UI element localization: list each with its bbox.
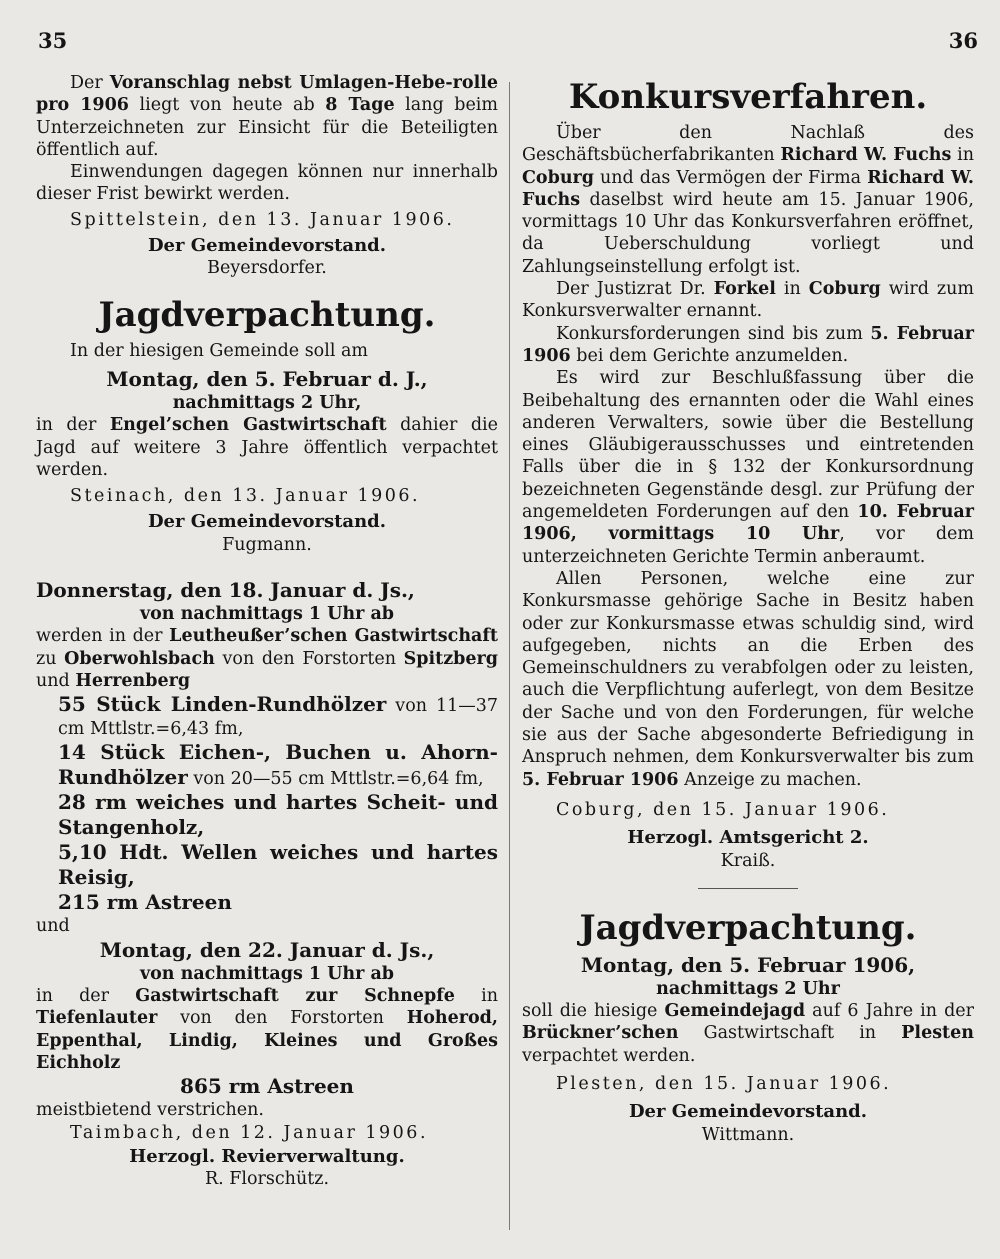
signature-title: Der Gemeindevorstand.: [147, 511, 387, 533]
lot-item: 28 rm weiches und hartes Scheit- und Stangenholz,: [58, 790, 498, 840]
lot-item: 5,10 Hdt. Wellen weiches und hartes Reisig,: [58, 840, 498, 890]
lot-item: 14 Stück Eichen-, Buchen u. Ahorn-Rundhölzer von 20—55 cm Mttlstr.=6,64 fm,: [58, 739, 498, 790]
notice-body: in der Engel’schen Gastwirtschaft dahier die Jagd auf weitere 3 Jahre öffentlich verpachtet werden.: [36, 415, 498, 480]
konkurs-paragraph-2: Der Justizrat Dr. Forkel in Coburg wird zum Konkursverwalter ernannt.: [522, 279, 974, 322]
auction-date-1: Donnerstag, den 18. Januar d. Js.,: [36, 578, 415, 603]
place-date: Taimbach, den 12. Januar 1906.: [70, 1122, 429, 1143]
right-column: [522, 72, 974, 1146]
lot-item: 215 rm Astreen: [58, 890, 232, 915]
auction-time-1: von nachmittags 1 Uhr ab: [139, 604, 395, 625]
konkurs-paragraph-5: Allen Personen, welche eine zur Konkursmasse gehörige Sache in Besitz haben oder zur Konkursmasse etwas schuldig sind, wird aufgegeben, nichts an die Erben des Gemeinschuldners zu verabfolgen oder zu leisten, auch die Verpflichtung auferlegt, von dem Besitze der Sache und von den Forderungen, für welche sie aus der Sache abgesonderte Befriedigung in Anspruch nehmen, dem Konkursverwalter bis zum 5. Februar 1906 Anzeige zu machen.: [522, 568, 974, 790]
notice-jagdverpachtung-steinach: [36, 294, 498, 556]
signature-name: Fugmann.: [222, 534, 312, 555]
page-number-left: 35: [38, 28, 68, 53]
notice-title: Jagdverpachtung.: [579, 907, 917, 948]
notice-time: nachmittags 2 Uhr: [656, 978, 840, 999]
konkurs-paragraph-1: Über den Nachlaß des Geschäftsbücherfabrikanten Richard W. Fuchs in Coburg und das Vermögen der Firma Richard W. Fuchs daselbst wird heute am 15. Januar 1906, vormittags 10 Uhr das Konkursverfahren eröffnet, da Ueberschuldung vorliegt und Zahlungseinstellung erfolgt ist.: [522, 123, 975, 277]
conjunction: und: [36, 916, 70, 937]
auction-date-2: Montag, den 22. Januar d. Js.,: [99, 937, 435, 962]
notice-jagdverpachtung-plesten: [522, 907, 974, 1146]
section-rule: [698, 888, 798, 889]
notice-body: soll die hiesige Gemeindejagd auf 6 Jahre in der Brückner’schen Gastwirtschaft in Plesten verpachtet werden.: [522, 1001, 974, 1066]
signature-name: R. Florschütz.: [204, 1169, 330, 1190]
signature-name: Wittmann.: [701, 1124, 795, 1145]
notice-title: Jagdverpachtung.: [98, 294, 436, 335]
signature-title: Herzogl. Revierverwaltung.: [129, 1145, 405, 1167]
signature-title: Herzogl. Amtsgericht 2.: [627, 827, 869, 849]
signature-title: Der Gemeindevorstand.: [628, 1101, 868, 1123]
auction-end: meistbietend verstrichen.: [36, 1100, 264, 1121]
notice-voranschlag-body: Der Voranschlag nebst Umlagen-Hebe-rolle pro 1906 liegt von heute ab 8 Tage lang beim Unterzeichneten zur Einsicht für die Beteiligten öffentlich auf.: [36, 73, 499, 160]
notice-holzversteigerung: [36, 578, 498, 1190]
signature-name: Beyersdorfer.: [207, 258, 327, 279]
auction-location-1: werden in der Leutheußer’schen Gastwirtschaft zu Oberwohlsbach von den Forstorten Spitzberg und Herrenberg: [36, 626, 499, 691]
notice-konkursverfahren: [522, 76, 974, 872]
auction-time-2: von nachmittags 1 Uhr ab: [139, 963, 395, 984]
left-column: [36, 72, 498, 1190]
notice-voranschlag-objection: Einwendungen dagegen können nur innerhalb dieser Frist bewirkt werden.: [36, 162, 498, 205]
auction-location-2: in der Gastwirtschaft zur Schnepfe in Tiefenlauter von den Forstorten Hoherod, Eppenthal, Lindig, Kleines und Großes Eichholz: [36, 986, 498, 1073]
notice-date: Montag, den 5. Februar d. J.,: [106, 366, 428, 391]
place-date: Plesten, den 15. Januar 1906.: [556, 1073, 892, 1094]
place-date: Coburg, den 15. Januar 1906.: [556, 799, 890, 820]
konkurs-paragraph-3: Konkursforderungen sind bis zum 5. Februar 1906 bei dem Gerichte anzumelden.: [522, 323, 974, 366]
place-date: Spittelstein, den 13. Januar 1906.: [70, 209, 455, 230]
notice-date: Montag, den 5. Februar 1906,: [580, 952, 916, 977]
signature-name: Kraiß.: [720, 850, 776, 871]
notice-title: Konkursverfahren.: [568, 77, 928, 117]
signature-title: Der Gemeindevorstand.: [147, 235, 387, 257]
notice-line: In der hiesigen Gemeinde soll am: [70, 340, 369, 361]
notice-time: nachmittags 2 Uhr,: [172, 392, 362, 413]
konkurs-paragraph-4: Es wird zur Beschlußfassung über die Beibehaltung des ernannten oder die Wahl eines anderen Verwalters, sowie über die Bestellung eines Gläubigerausschusses und eintretenden Falls über die in § 132 der Konkursordnung bezeichneten Gegenstände desgl. zur Prüfung der angemeldeten Forderungen auf den 10. Februar 1906, vormittags 10 Uhr, vor dem unterzeichneten Gerichte Termin anberaumt.: [522, 368, 974, 567]
notice-voranschlag: [36, 72, 498, 280]
page-number-right: 36: [948, 28, 978, 53]
column-divider: [509, 82, 510, 1230]
place-date: Steinach, den 13. Januar 1906.: [70, 486, 421, 507]
lot-item: 865 rm Astreen: [180, 1074, 354, 1099]
lot-item: 55 Stück Linden-Rundhölzer von 11—37 cm Mttlstr.=6,43 fm,: [58, 692, 498, 739]
